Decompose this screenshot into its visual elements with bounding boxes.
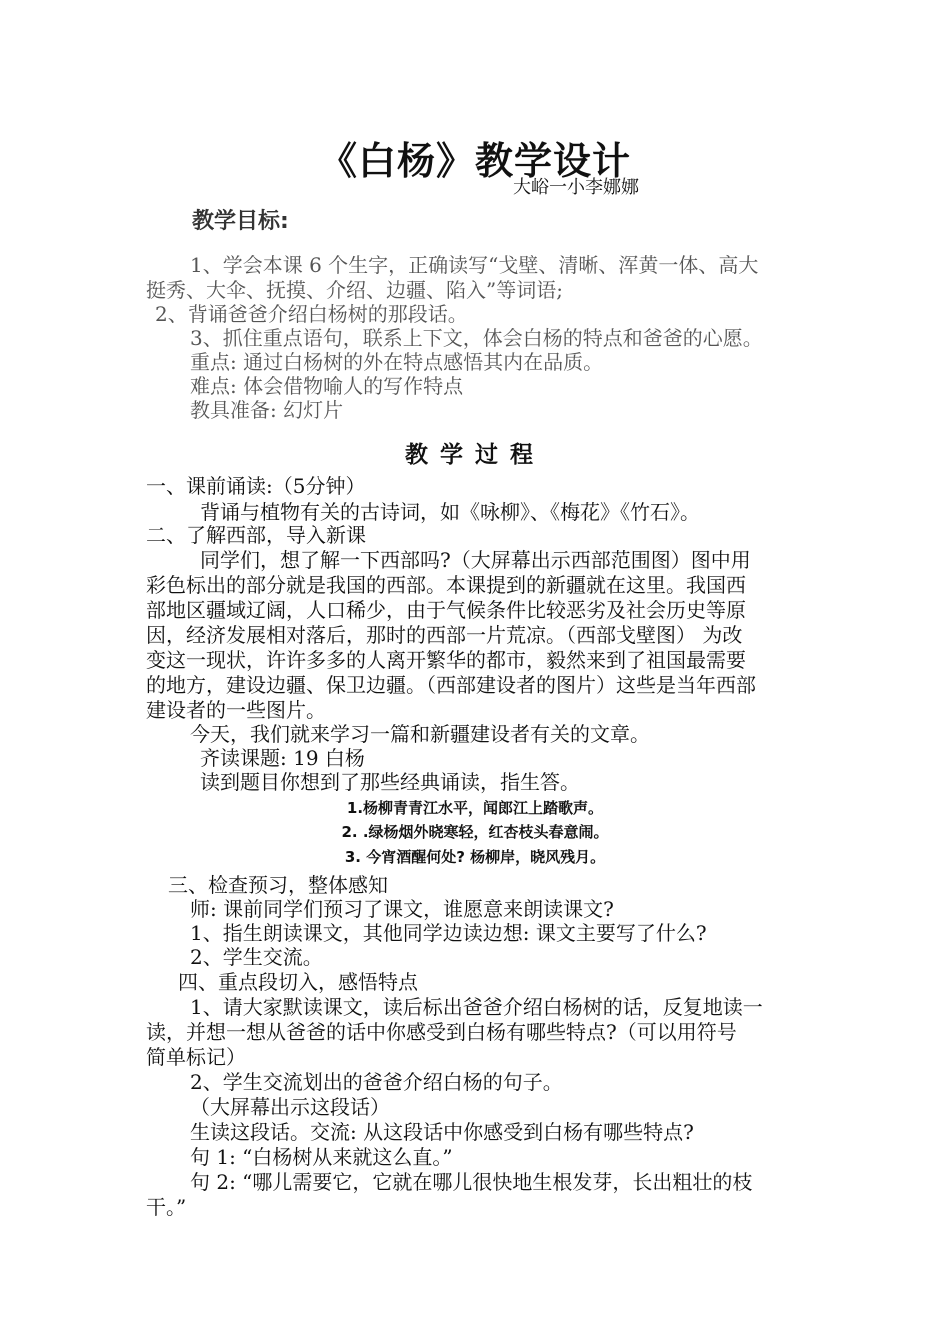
section-4-line-2: 读，并想一想从爸爸的话中你感受到白杨有哪些特点?（可以用符号: [146, 1020, 737, 1044]
section-2-line-4: 因，经济发展相对落后，那时的西部一片荒凉。（西部戈壁图） 为改: [146, 623, 743, 647]
read-title-line: 齐读课题: 19 白杨: [200, 746, 365, 770]
goal-3: 3、抓住重点语句，联系上下文，体会白杨的特点和爸爸的心愿。: [190, 326, 763, 350]
goals-heading: 教学目标:: [192, 209, 289, 234]
process-heading: 教学过程: [405, 442, 545, 468]
section-4-line-5: （大屏幕出示这段话）: [190, 1095, 390, 1119]
teaching-tools: 教具准备: 幻灯片: [190, 398, 344, 422]
section-2-heading: 二、了解西部，导入新课: [146, 523, 366, 547]
section-3-line-1: 师: 课前同学们预习了课文，谁愿意来朗读课文?: [190, 897, 614, 921]
today-line: 今天，我们就来学习一篇和新疆建设者有关的文章。: [190, 722, 650, 746]
section-2-line-1: 同学们，想了解一下西部吗?（大屏幕出示西部范围图）图中用: [200, 548, 751, 572]
goal-2: 2、背诵爸爸介绍白杨树的那段话。: [155, 302, 468, 326]
section-2-line-7: 建设者的一些图片。: [146, 698, 326, 722]
section-4-line-3: 简单标记）: [146, 1045, 246, 1069]
section-4-line-1: 1、请大家默读课文，读后标出爸爸介绍白杨树的话，反复地读一: [190, 995, 763, 1019]
section-4-line-6: 生读这段话。交流: 从这段话中你感受到白杨有哪些特点?: [190, 1120, 694, 1144]
difficulty-point: 难点: 体会借物喻人的写作特点: [190, 374, 464, 398]
section-2-line-6: 的地方，建设边疆、保卫边疆。（西部建设者的图片）这些是当年西部: [146, 673, 756, 697]
key-point: 重点: 通过白杨树的外在特点感悟其内在品质。: [190, 350, 604, 374]
think-line: 读到题目你想到了那些经典诵读，指生答。: [200, 770, 580, 794]
document-title: 《白杨》教学设计: [318, 139, 631, 183]
sentence-1: 句 1: “白杨树从来就这么直。”: [190, 1145, 453, 1169]
section-4-line-4: 2、学生交流划出的爸爸介绍白杨的句子。: [190, 1070, 563, 1094]
section-2-line-2: 彩色标出的部分就是我国的西部。本课提到的新疆就在这里。我国西: [146, 573, 746, 597]
sentence-2-line-2: 干。”: [146, 1195, 187, 1219]
section-1-heading: 一、课前诵读:（5分钟）: [146, 474, 366, 498]
section-2-line-5: 变这一现状，许许多多的人离开繁华的都市，毅然来到了祖国最需要: [146, 648, 746, 672]
section-2-line-3: 部地区疆域辽阔，人口稀少，由于气候条件比较恶劣及社会历史等原: [146, 598, 746, 622]
section-3-line-2: 1、指生朗读课文，其他同学边读边想: 课文主要写了什么?: [190, 921, 707, 945]
sentence-2-line-1: 句 2: “哪儿需要它，它就在哪儿很快地生根发芽，长出粗壮的枝: [190, 1170, 753, 1194]
poem-line-3: 3. 今宵酒醒何处? 杨柳岸，晓风残月。: [344, 848, 606, 866]
author-line: 大峪一小李娜娜: [513, 177, 639, 198]
section-3-heading: 三、检查预习，整体感知: [168, 873, 388, 897]
poem-line-1: 1.杨柳青青江水平，闻郎江上踏歌声。: [346, 799, 604, 817]
section-3-line-3: 2、学生交流。: [190, 945, 323, 969]
poem-line-2: 2. .绿杨烟外晓寒轻，红杏枝头春意闹。: [341, 823, 609, 841]
goal-1-line-2: 挺秀、大伞、抚摸、介绍、边疆、陷入”等词语;: [146, 278, 563, 302]
goal-1-line-1: 1、学会本课 6 个生字，正确读写“戈壁、清晰、浑黄一体、高大: [190, 253, 759, 277]
section-4-heading: 四、重点段切入，感悟特点: [178, 970, 418, 994]
section-1-text: 背诵与植物有关的古诗词，如《咏柳》、《梅花》《竹石》。: [200, 500, 700, 524]
